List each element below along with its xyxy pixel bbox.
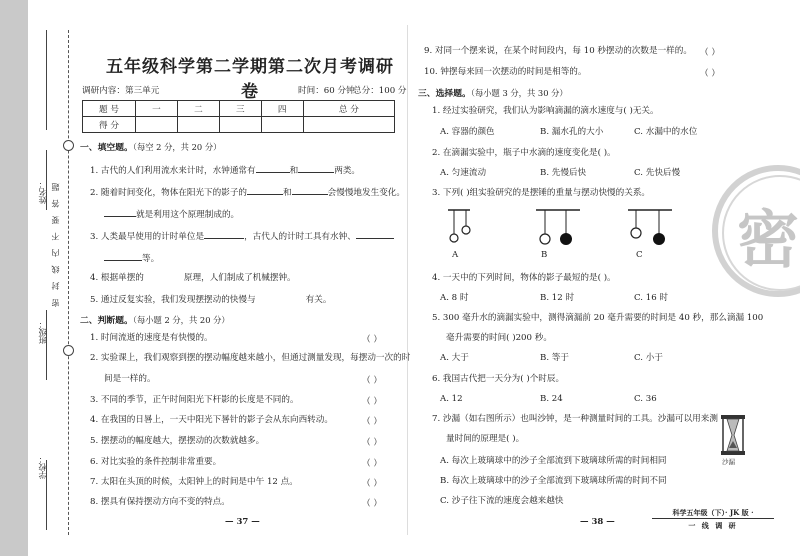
judge-item: 3. 不同的季节，正午时间阳光下杆影的长度是不同的。 [90,395,299,405]
fill-q2b [104,207,239,221]
seal-stamp-char: 密 [737,203,800,276]
fill-q5-end: 有关。 [305,295,332,305]
blank[interactable] [104,251,142,261]
name-label: 姓名： [38,180,47,204]
fill-q4-text: 4. 根据单摆的 [90,273,144,283]
school-label: 学校： [38,455,47,479]
fill-q1-and: 和 [289,166,299,176]
choice-option[interactable]: A. 容器的颜色 [440,127,495,137]
fill-q3-mid: ，古代人的计时工具有水钟、 [244,232,356,242]
choice-q7: 7. 沙漏（如右图所示）也叫沙钟，是一种测量时间的工具。沙漏可以用来测 [432,414,718,424]
answer-paren[interactable]: （ ） [362,417,382,427]
section3-title [418,86,568,99]
fill-q5 [90,295,331,306]
seal-line [68,30,69,535]
choice-option[interactable]: B. 先慢后快 [540,168,587,178]
score-cell[interactable] [219,117,261,133]
pendulum-set-a [448,210,470,242]
score-head-cell: 题 号 [83,101,136,117]
judge-item: 7. 太阳在头顶的时候，太阳钟上的时间是中午 12 点。 [90,477,298,487]
section1-title [80,140,221,153]
answer-paren[interactable]: （ ） [362,376,382,386]
section1-note: （每空 2 分，共 20 分） [132,142,222,152]
page-number-right: — 38 — [580,517,615,527]
score-table [82,100,395,133]
section2-note: （每小题 2 分，共 20 分） [132,315,230,325]
pendulum-set-b [536,210,580,245]
judge-item: 5. 摆摆动的幅度越大，摆摆动的次数就越多。 [90,436,265,446]
blank[interactable] [204,229,244,239]
seal-dot-2 [63,345,74,356]
page-title: 五年级科学第二学期第二次月考调研卷 [106,57,394,102]
page-divider [407,25,408,535]
judge-item: 4. 在我国的日晷上，一天中阳光下晷针的影子会从东向西转动。 [90,415,333,425]
score-row-label: 得 分 [83,117,136,133]
pendulum-set-c [628,210,672,245]
score-head-cell: 一 [136,101,178,117]
score-table-row [83,117,395,133]
section3-title-text: 三、选择题。 [418,89,471,99]
seal-dot-1 [63,140,74,151]
choice-option[interactable]: B. 每次上玻璃球中的沙子全部流到下玻璃球所需的时间不同 [440,476,667,486]
score-head-cell: 四 [261,101,303,117]
choice-option[interactable]: C. 沙子往下流的速度会越来越快 [440,496,564,506]
fill-q5-text: 5. 通过反复实验，我们发现摆摆动的快慢与 [90,295,256,305]
choice-option[interactable]: C. 36 [634,394,657,404]
judge-item-cont: 间是一样的。 [104,374,156,384]
blank[interactable] [256,163,290,173]
answer-paren[interactable]: （ ） [700,69,720,79]
choice-option[interactable]: A. 匀速流动 [440,168,487,178]
blank[interactable] [247,185,283,195]
choice-option[interactable]: A. 每次上玻璃球中的沙子全部流到下玻璃球所需的时间相同 [440,456,667,466]
fill-q3-text: 3. 人类最早使用的计时单位是 [90,232,205,242]
judge-item-9: 9. 对同一个摆来说，在某个时间段内，每 10 秒摆动的次数是一样的。 [424,46,692,56]
score-cell[interactable] [177,117,219,133]
score-cell[interactable] [261,117,303,133]
choice-q5: 5. 300 毫升水的滴漏实验中，测得滴漏前 20 毫升需要的时间是 40 秒，那么滴漏 100 [432,313,764,323]
section2-title-text: 二、判断题。 [80,316,133,326]
choice-option[interactable]: C. 先快后慢 [634,168,681,178]
fill-q2 [90,185,405,199]
blank[interactable] [104,207,136,217]
score-cell[interactable] [136,117,178,133]
score-head-cell: 三 [219,101,261,117]
answer-paren[interactable]: （ ） [362,335,382,345]
page-number-left: — 37 — [225,517,260,527]
choice-option[interactable]: B. 等于 [540,353,569,363]
binding-rule-top [46,30,47,130]
choice-q7-cont: 量时间的原理是( )。 [446,434,525,444]
choice-option[interactable]: C [636,250,643,260]
choice-option[interactable]: A [452,250,459,260]
fill-q1-end: 两类。 [334,166,361,176]
fill-q4-end: 原理，人们制成了机械摆钟。 [183,273,296,283]
class-label: 班级： [38,320,47,344]
choice-option[interactable]: B. 12 时 [540,293,575,303]
choice-option[interactable]: C. 16 时 [634,293,668,303]
binding-strip [0,0,28,556]
choice-option[interactable]: A. 8 时 [440,293,469,303]
choice-q2: 2. 在滴漏实验中，瓶子中水滴的速度变化是( )。 [432,148,616,158]
meta-content: 调研内容：第三单元 [82,86,160,96]
answer-paren[interactable]: （ ） [700,48,720,58]
fill-q1 [90,163,360,177]
blank[interactable] [356,229,394,239]
judge-item-10: 10. 钟摆每来回一次摆动的时间是相等的。 [424,67,587,77]
section2-title [80,313,230,326]
seal-instruction: 密 封 线 内 不 要 答 题 [51,180,60,307]
fill-q1-text: 1. 古代的人们利用流水来计时，水钟通常有 [90,166,256,176]
section1-title-text: 一、填空题。 [80,143,133,153]
footer-line1: 科学五年级（下）· JK 版 · [652,508,774,519]
footer-tag [652,508,774,531]
choice-q1: 1. 经过实验研究，我们认为影响滴漏的滴水速度与( )无关。 [432,106,659,116]
meta-time: 时间：60 分钟 [298,86,355,96]
choice-q4: 4. 一天中的下列时间，物体的影子最短的是( )。 [432,273,616,283]
choice-option[interactable]: B. 漏水孔的大小 [540,127,604,137]
fill-q2b-text: 就是利用这个原理制成的。 [136,210,240,220]
judge-item: 6. 对比实验的条件控制非常重要。 [90,457,222,467]
answer-paren[interactable]: （ ） [362,479,382,489]
score-head-cell: 二 [177,101,219,117]
choice-option[interactable]: A. 12 [440,394,463,404]
hourglass-caption: 沙漏 [722,458,735,466]
blank[interactable] [292,185,328,195]
score-table-header [83,101,395,117]
choice-q5-cont: 毫升需要的时间( )200 秒。 [446,333,552,343]
choice-option[interactable]: B. 24 [540,394,563,404]
blank[interactable] [298,163,334,173]
score-cell[interactable] [303,117,394,133]
section3-note: （每小题 3 分，共 30 分） [470,88,568,98]
judge-item: 1. 时间流逝的速度是有快慢的。 [90,333,213,343]
choice-q3: 3. 下列( )组实验研究的是摆锤的重量与摆动快慢的关系。 [432,188,651,198]
choice-option[interactable]: C. 小于 [634,353,663,363]
fill-q2-and: 和 [283,188,292,198]
meta-total: 总分：100 分 [353,86,407,96]
answer-paren[interactable]: （ ） [362,438,382,448]
choice-option[interactable]: A. 大于 [440,353,469,363]
answer-paren[interactable]: （ ） [362,499,382,509]
choice-q6: 6. 我国古代把一天分为( )个时辰。 [432,374,565,384]
score-head-cell: 总 分 [303,101,394,117]
fill-q3b-text: 等。 [142,254,160,264]
answer-paren[interactable]: （ ） [362,397,382,407]
fill-q2-text: 2. 随着时间变化，物体在阳光下的影子的 [90,188,248,198]
footer-line2: 一 线 调 研 [688,521,738,530]
fill-q4 [90,273,296,284]
fill-q3b [104,251,159,265]
judge-item: 8. 摆具有保持摆动方向不变的特点。 [90,497,230,507]
fill-q3 [90,229,394,243]
choice-option[interactable]: B [541,250,548,260]
fill-q2-end: 会慢慢地发生变化。 [327,188,405,198]
judge-item: 2. 实验课上，我们观察到摆的摆动幅度越来越小，但通过测量发现，每摆动一次的时 [90,353,411,363]
pendulum-figure [440,204,680,256]
choice-option[interactable]: C. 水漏中的水位 [634,127,698,137]
hourglass-icon [720,414,746,456]
answer-paren[interactable]: （ ） [362,459,382,469]
